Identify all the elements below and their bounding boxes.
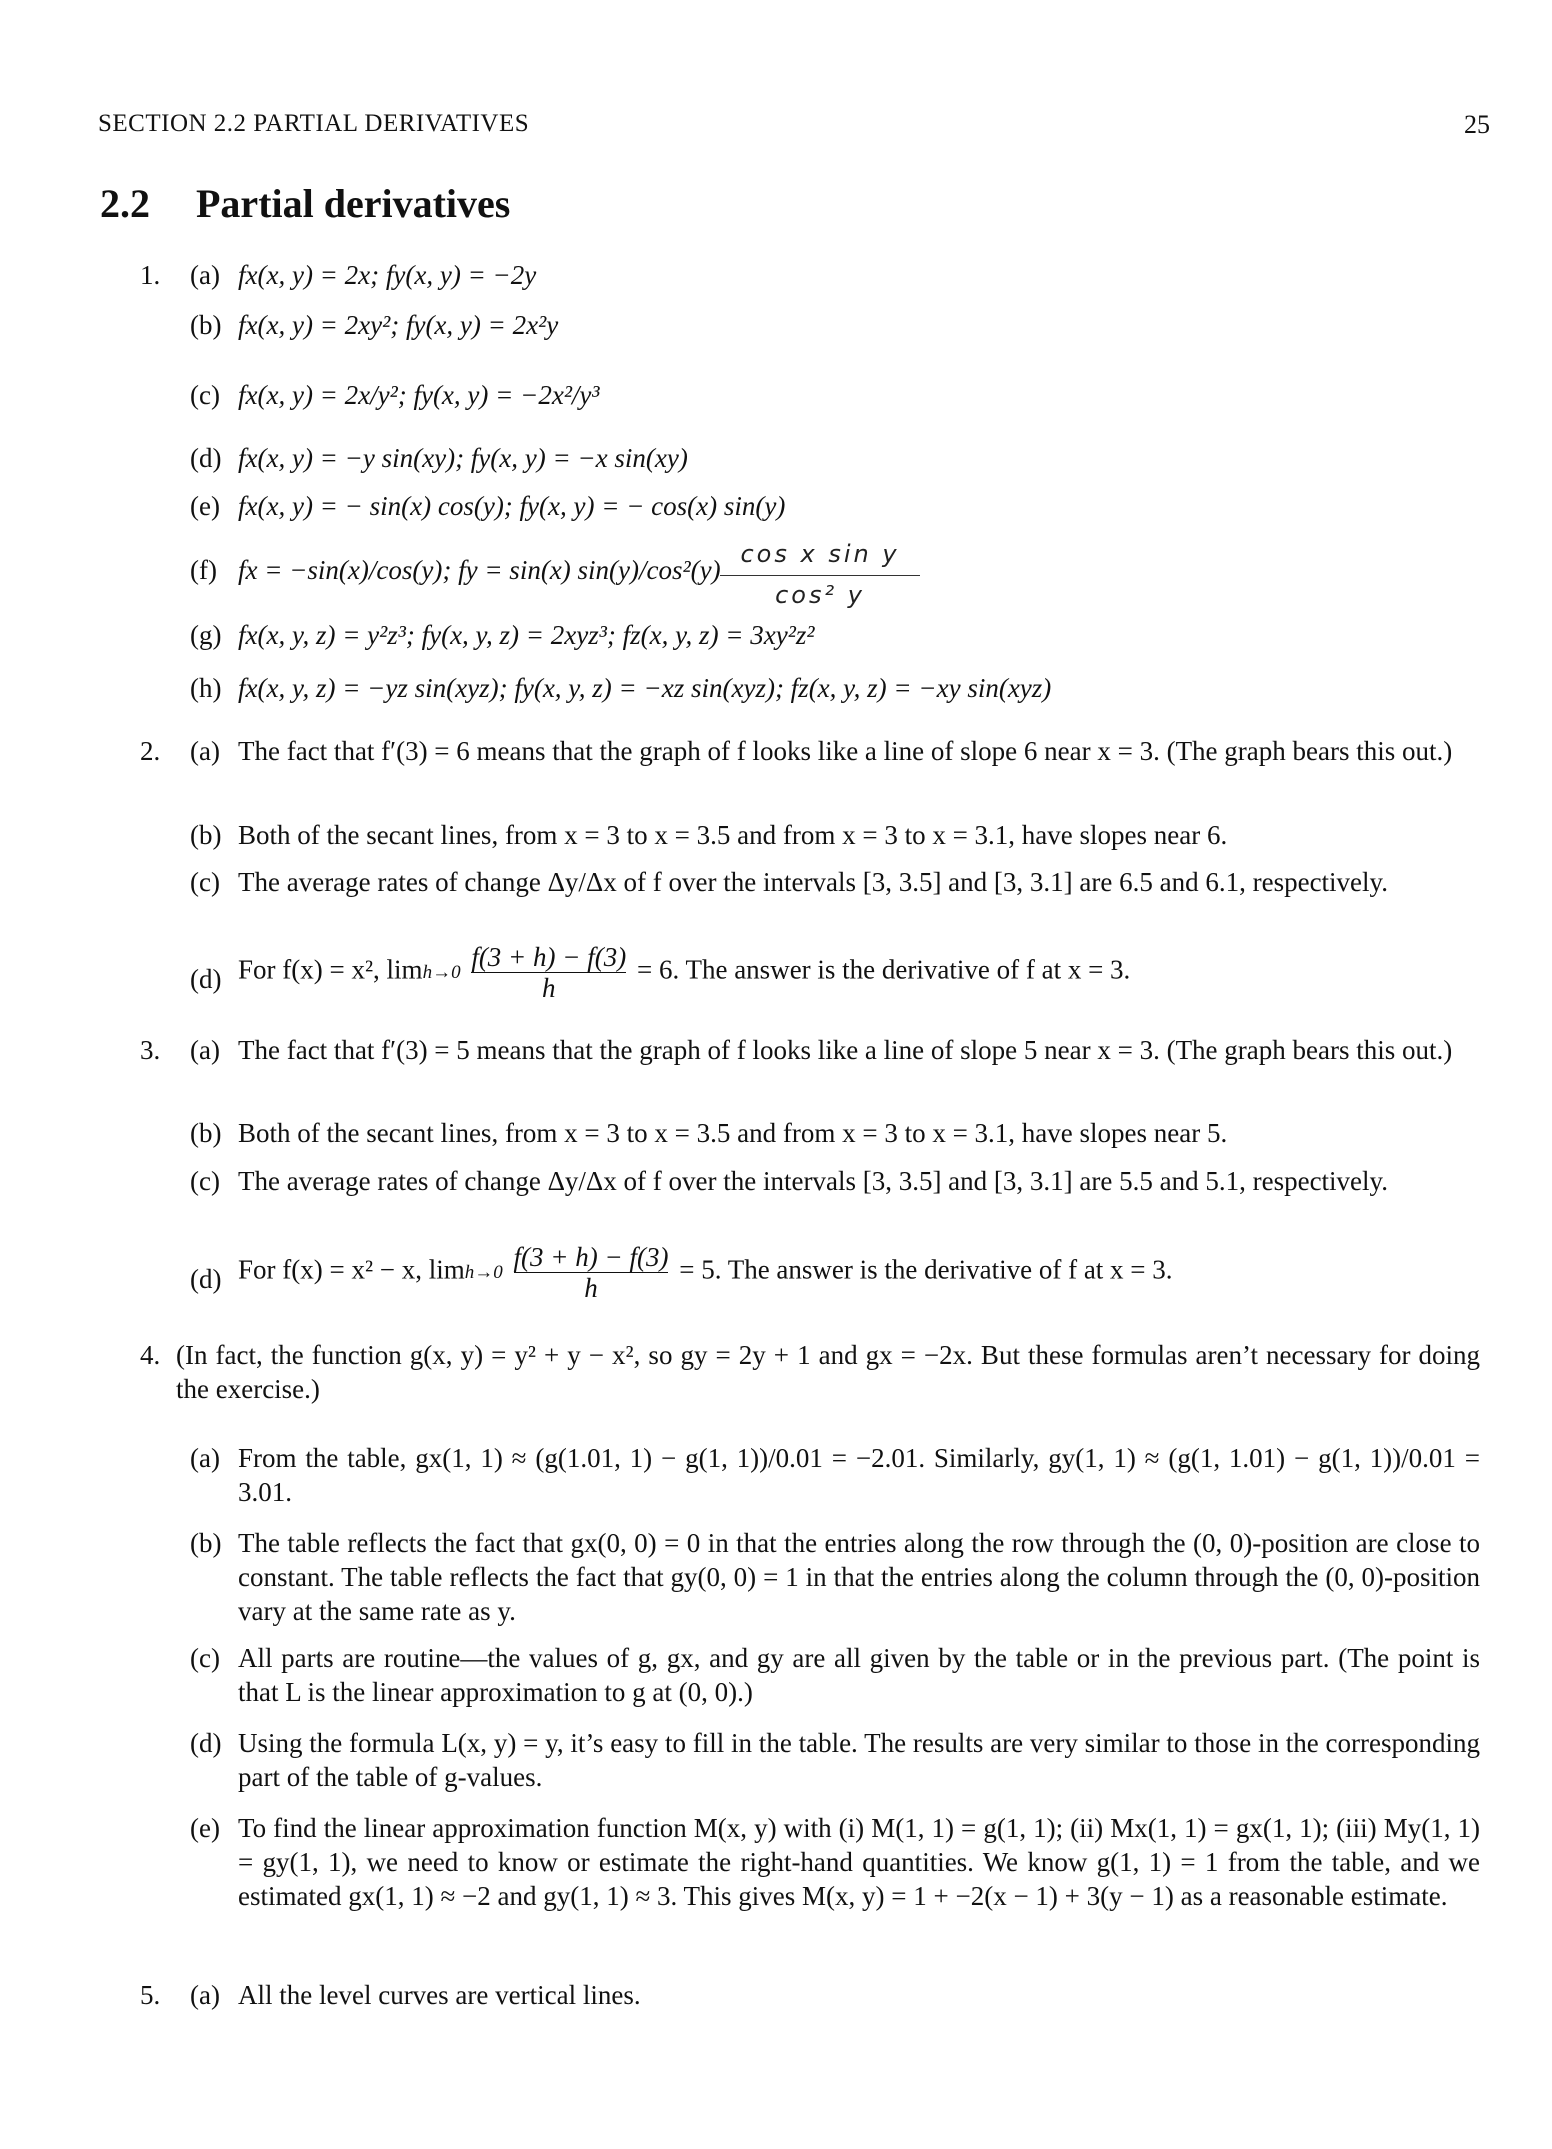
part-label: (f)	[190, 555, 217, 585]
fraction	[471, 942, 626, 1003]
part-label: (a)	[190, 1035, 220, 1065]
section-title	[100, 180, 510, 227]
limit-subscript	[465, 1259, 503, 1287]
problem-intro: (In fact, the function g(x, y) = y² + y − x², so gy = 2y + 1 and gx = −2x. But these formulas aren’t necessary for doing the exercise.)	[176, 1340, 1480, 1404]
part-label: (e)	[190, 491, 220, 521]
handwritten-numerator: cos x sin y	[720, 537, 920, 576]
part-text: fx = −sin(x)/cos(y); fy = sin(x) sin(y)/cos²(y)	[238, 555, 721, 585]
text-after: = 6. The answer is the derivative of f at x = 3.	[636, 954, 1131, 985]
part-text	[238, 1242, 1480, 1303]
part-text: All parts are routine—the values of g, gx, and gy are all given by the table or in the previous part. (The point is that L is the linear approximation to g at (0, 0).)	[238, 1643, 1480, 1707]
denominator: h	[514, 1272, 669, 1303]
handwritten-annotation	[720, 537, 920, 612]
part-text: To find the linear approximation function M(x, y) with (i) M(1, 1) = g(1, 1); (ii) Mx(1, 1) = gx(1, 1); (iii) My(1, 1) = gy(1, 1), we need to know or estimate the right-hand quantities. We know g(1, 1) = 1 from the table, and we estimated gx(1, 1) ≈ −2 and gy(1, 1) ≈ 3. This gives M(x, y) = 1 + −2(x − 1) + 3(y − 1) as a reasonable estimate.	[238, 1813, 1480, 1911]
part-text: Using the formula L(x, y) = y, it’s easy to fill in the table. The results are very similar to those in the corresponding part of the table of g-values.	[238, 1728, 1480, 1792]
part-label: (a)	[190, 736, 220, 766]
part-label: (a)	[190, 1443, 220, 1473]
numerator: f(3 + h) − f(3)	[471, 942, 627, 972]
part-text: The average rates of change Δy/Δx of f over the intervals [3, 3.5] and [3, 3.1] are 6.5 and 6.1, respectively.	[238, 867, 1389, 897]
part-label: (d)	[190, 964, 222, 994]
text-before: For f(x) = x² − x, lim	[238, 1254, 465, 1285]
part-label: (c)	[190, 1643, 220, 1673]
part-text: fx(x, y, z) = y²z³; fy(x, y, z) = 2xyz³; fz(x, y, z) = 3xy²z²	[238, 620, 815, 650]
part-label: (h)	[190, 673, 222, 703]
part-text: The fact that f′(3) = 6 means that the graph of f looks like a line of slope 6 near x = 3. (The graph bears this out.)	[238, 736, 1453, 766]
part-text: Both of the secant lines, from x = 3 to x = 3.5 and from x = 3 to x = 3.1, have slopes near 6.	[238, 820, 1228, 850]
part-label: (d)	[190, 443, 222, 473]
part-text: fx(x, y) = 2x/y²; fy(x, y) = −2x²/y³	[238, 380, 600, 410]
part-text: fx(x, y) = 2x; fy(x, y) = −2y	[238, 260, 537, 290]
page-number: 25	[1464, 110, 1490, 139]
part-label: (d)	[190, 1264, 222, 1294]
text-before: For f(x) = x², lim	[238, 954, 423, 985]
problem-number: 5.	[140, 1980, 161, 2010]
section-number: 2.2	[100, 181, 150, 226]
numerator: f(3 + h) − f(3)	[513, 1242, 669, 1272]
lim-under: h→0	[464, 1261, 503, 1283]
part-label: (b)	[190, 820, 222, 850]
part-label: (a)	[190, 260, 220, 290]
part-text: Both of the secant lines, from x = 3 to x = 3.5 and from x = 3 to x = 3.1, have slopes near 5.	[238, 1118, 1228, 1148]
part-label: (c)	[190, 867, 220, 897]
part-label: (b)	[190, 310, 222, 340]
text-after: = 5. The answer is the derivative of f at x = 3.	[679, 1254, 1173, 1285]
part-text: fx(x, y) = −y sin(xy); fy(x, y) = −x sin(xy)	[238, 443, 688, 473]
part-text: fx(x, y) = − sin(x) cos(y); fy(x, y) = − cos(x) sin(y)	[238, 491, 786, 521]
problem-number: 2.	[140, 736, 161, 766]
part-text: fx(x, y) = 2xy²; fy(x, y) = 2x²y	[238, 310, 559, 340]
part-text: All the level curves are vertical lines.	[238, 1980, 641, 2010]
part-label: (d)	[190, 1728, 222, 1758]
part-label: (e)	[190, 1813, 220, 1843]
part-text: The average rates of change Δy/Δx of f over the intervals [3, 3.5] and [3, 3.1] are 5.5 and 5.1, respectively.	[238, 1166, 1389, 1196]
fraction	[514, 1242, 669, 1303]
denominator: h	[471, 972, 626, 1003]
part-text: fx(x, y, z) = −yz sin(xyz); fy(x, y, z) = −xz sin(xyz); fz(x, y, z) = −xy sin(xyz)	[238, 673, 1052, 703]
section-title-text: Partial derivatives	[196, 181, 511, 226]
lim-under: h→0	[422, 961, 461, 983]
running-head: SECTION 2.2 PARTIAL DERIVATIVES	[98, 110, 530, 137]
part-label: (c)	[190, 1166, 220, 1196]
limit-subscript	[423, 959, 461, 987]
problem-number: 4.	[140, 1340, 161, 1370]
problem-number: 3.	[140, 1035, 161, 1065]
part-label: (c)	[190, 380, 220, 410]
part-text	[238, 942, 1480, 1003]
handwritten-denominator: cos² y	[775, 581, 865, 609]
part-text: The fact that f′(3) = 5 means that the graph of f looks like a line of slope 5 near x = 3. (The graph bears this out.)	[238, 1035, 1453, 1065]
problem-number: 1.	[140, 260, 161, 290]
part-text: From the table, gx(1, 1) ≈ (g(1.01, 1) − g(1, 1))/0.01 = −2.01. Similarly, gy(1, 1) ≈ (g(1, 1.01) − g(1, 1))/0.01 = 3.01.	[238, 1443, 1480, 1507]
part-label: (b)	[190, 1118, 222, 1148]
part-label: (b)	[190, 1528, 222, 1558]
part-text: The table reflects the fact that gx(0, 0) = 0 in that the entries along the row through the (0, 0)-position are close to constant. The table reflects the fact that gy(0, 0) = 1 in that the entries along the column through the (0, 0)-position vary at the same rate as y.	[238, 1528, 1480, 1626]
part-label: (a)	[190, 1980, 220, 2010]
part-label: (g)	[190, 620, 222, 650]
